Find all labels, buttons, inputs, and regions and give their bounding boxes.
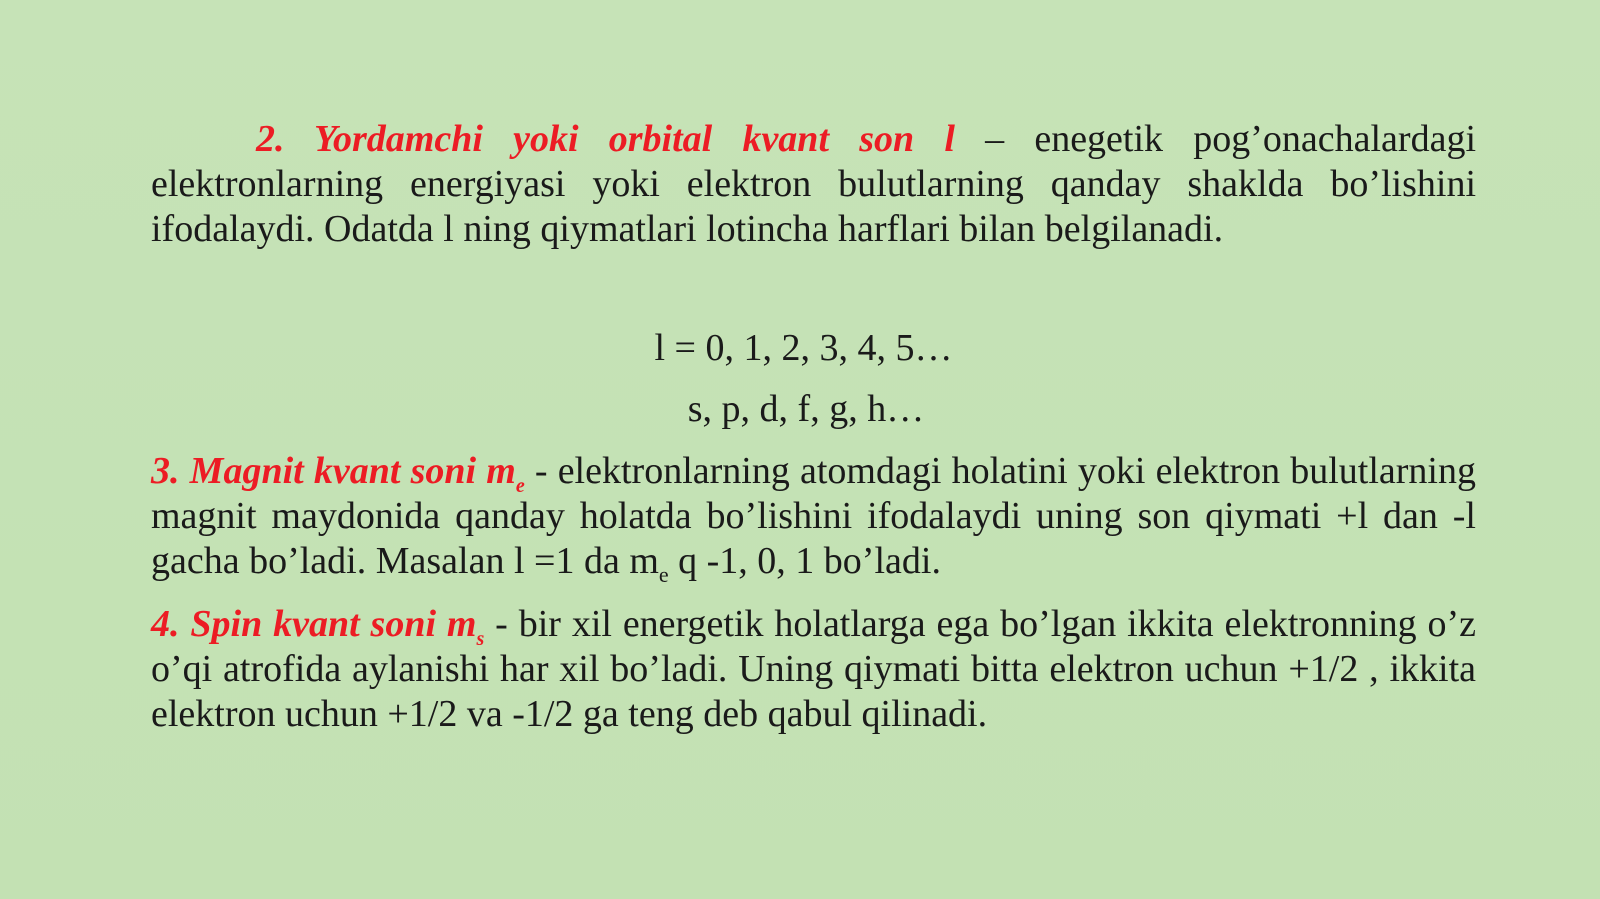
paragraph-orbital-quantum-number xyxy=(151,117,1476,252)
slide-content xyxy=(151,117,1476,737)
term-spin-subscript: s xyxy=(476,628,485,650)
formula-l-letters: s, p, d, f, g, h… xyxy=(687,388,925,430)
term-spin-quantum-number xyxy=(151,603,485,650)
term-magnetic-subscript: e xyxy=(515,475,525,497)
paragraph-spin-quantum-number xyxy=(151,602,1476,737)
orbital-description: – enegetik pog’onachalardagi elektronlarning energiyasi yoki elektron bulutlarning qanday shaklda bo’lishini ifodalaydi. Odatda l ning qiymatlari lotincha harflari bilan belgilanadi. xyxy=(151,118,1477,250)
term-spin-label: 4. Spin kvant soni m xyxy=(151,603,477,645)
magnetic-description-subscript: e xyxy=(658,562,669,587)
term-magnetic-quantum-number xyxy=(151,450,525,497)
term-magnetic-label: 3. Magnit kvant soni m xyxy=(151,450,516,492)
magnetic-description-end: q -1, 0, 1 bo’ladi. xyxy=(668,540,941,582)
paragraph-magnetic-quantum-number xyxy=(151,449,1476,587)
term-orbital-quantum-number: 2. Yordamchi yoki orbital kvant son l xyxy=(256,118,955,160)
magnetic-description: - elektronlarning atomdagi holatini yoki elektron bulutlarning magnit maydonida qanday holatda bo’lishini ifodalaydi uning son qiymati +l dan -l gacha bo’ladi. Masalan l =1 da m xyxy=(151,450,1476,582)
spin-description: - bir xil energetik holatlarga ega bo’lgan ikkita elektronning o’z o’qi atrofida aylanishi har xil bo’ladi. Uning qiymati bitta elektron uchun +1/2 , ikkita elektron uchun +1/2 va -1/2 ga teng deb qabul qilinadi. xyxy=(151,603,1476,735)
formula-l-values: l = 0, 1, 2, 3, 4, 5… xyxy=(654,327,953,369)
